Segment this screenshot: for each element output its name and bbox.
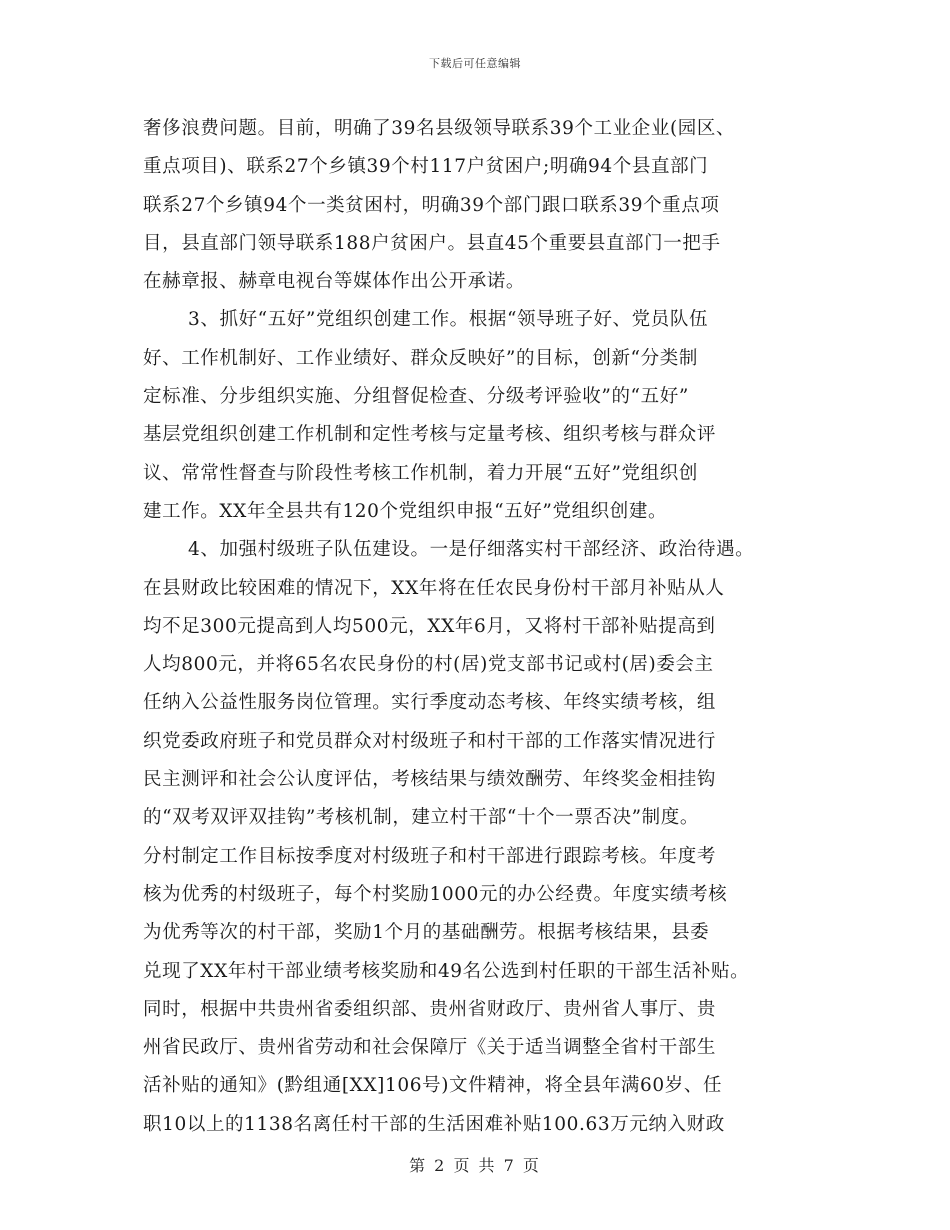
body-text-line: 奢侈浪费问题。目前，明确了39名县级领导联系39个工业企业(园区、 xyxy=(143,118,736,139)
body-text-line: 定标准、分步组织实施、分组督促检查、分级考评验收”的“五好” xyxy=(143,386,689,408)
body-text-line: 州省民政厅、贵州省劳动和社会保障厅《关于适当调整全省村干部生 xyxy=(143,1037,717,1059)
body-text-line: 为优秀等次的村干部，奖励1个月的基础酬劳。根据考核结果，县委 xyxy=(143,922,710,944)
body-text-line: 民主测评和社会公认度评估，考核结果与绩效酬劳、年终奖金相挂钩 xyxy=(143,769,717,791)
body-text-line: 活补贴的通知》(黔组通[XX]106号)文件精神，将全县年满60岁、任 xyxy=(143,1075,723,1097)
body-text-line: 4、加强村级班子队伍建设。一是仔细落实村干部经济、政治待遇。 xyxy=(188,539,755,561)
body-text-line: 任纳入公益性服务岗位管理。实行季度动态考核、年终实绩考核，组 xyxy=(143,692,717,714)
body-text-line: 目，县直部门领导联系188户贫困户。县直45个重要县直部门一把手 xyxy=(143,232,721,254)
body-text-line: 人均800元，并将65名农民身份的村(居)党支部书记或村(居)委会主 xyxy=(143,654,714,676)
body-text-line: 织党委政府班子和党员群众对村级班子和村干部的工作落实情况进行 xyxy=(143,730,717,752)
body-text-line: 核为优秀的村级班子，每个村奖励1000元的办公经费。年度实绩考核 xyxy=(143,883,728,905)
body-text-line: 在赫章报、赫章电视台等媒体作出公开承诺。 xyxy=(143,271,526,293)
body-text-line: 分村制定工作目标按季度对村级班子和村干部进行跟踪考核。年度考 xyxy=(143,845,717,867)
body-text-line: 3、抓好“五好”党组织创建工作。根据“领导班子好、党员队伍 xyxy=(188,309,709,331)
body-text-line: 建工作。XX年全县共有120个党组织申报“五好”党组织创建。 xyxy=(143,500,668,522)
body-text-line: 的“双考双评双挂钩”考核机制，建立村干部“十个一票否决”制度。 xyxy=(143,807,699,829)
body-text-line: 联系27个乡镇94个一类贫困村，明确39个部门跟口联系39个重点项 xyxy=(143,194,720,216)
page-number: 第 2 页 共 7 页 xyxy=(409,1156,541,1175)
body-text-line: 基层党组织创建工作机制和定性考核与定量考核、组织考核与群众评 xyxy=(143,424,717,446)
body-text-line: 重点项目)、联系27个乡镇39个村117户贫困户;明确94个县直部门 xyxy=(143,156,709,178)
body-text-line: 好、工作机制好、工作业绩好、群众反映好”的目标，创新“分类制 xyxy=(143,347,698,369)
body-text-line: 议、常常性督查与阶段性考核工作机制，着力开展“五好”党组织创 xyxy=(143,462,698,484)
body-text-line: 兑现了XX年村干部业绩考核奖励和49名公选到村任职的干部生活补贴。 xyxy=(143,960,750,982)
body-text-line: 同时，根据中共贵州省委组织部、贵州省财政厅、贵州省人事厅、贵 xyxy=(143,998,717,1020)
document-body xyxy=(143,110,823,1144)
body-text-line: 均不足300元提高到人均500元，XX年6月，又将村干部补贴提高到 xyxy=(143,615,716,637)
body-text-line: 在县财政比较困难的情况下，XX年将在任农民身份村干部月补贴从人 xyxy=(143,577,725,599)
body-text-line: 职10以上的1138名离任村干部的生活困难补贴100.63万元纳入财政 xyxy=(143,1113,725,1135)
download-edit-note: 下载后可任意编辑 xyxy=(429,57,521,70)
